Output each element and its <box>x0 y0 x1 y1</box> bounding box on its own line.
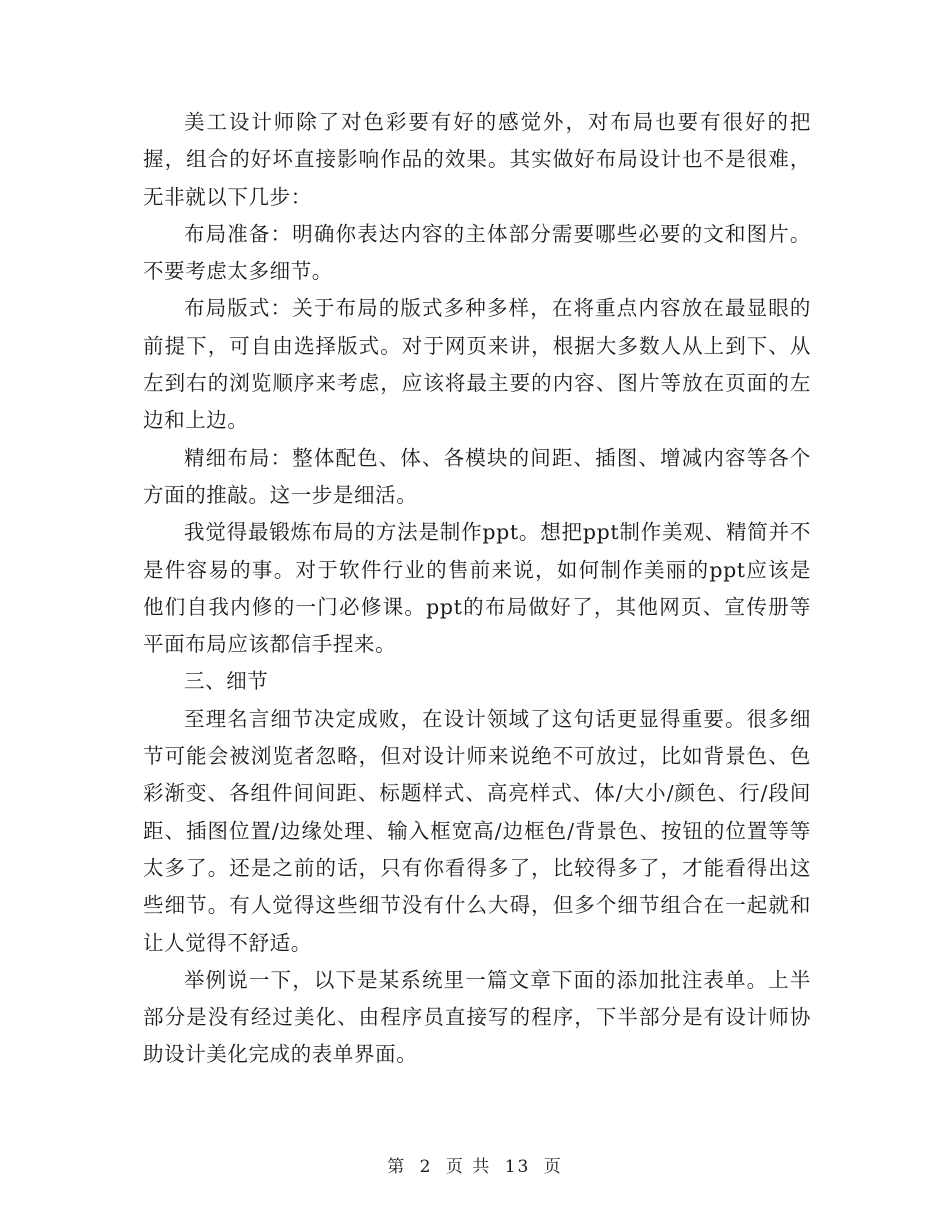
paragraph-details: 至理名言细节决定成败，在设计领域了这句话更显得重要。很多细节可能会被浏览者忽略，但对设计师来说绝不可放过，比如背景色、色彩渐变、各组件间间距、标题样式、高亮样式、体/大小/颜色、行/段间距、插图位置/边缘处理、输入框宽高/边框色/背景色、按钮的位置等等太多了。还是之前的话，只有你看得多了，比较得多了，才能看得出这些细节。有人觉得这些细节没有什么大碍，但多个细节组合在一起就和让人觉得不舒适。 <box>143 706 811 955</box>
paragraph-example: 举例说一下，以下是某系统里一篇文章下面的添加批注表单。上半部分是没有经过美化、由程序员直接写的程序，下半部分是有设计师协助设计美化完成的表单界面。 <box>143 967 811 1067</box>
section-heading-details: 三、细节 <box>184 669 269 694</box>
paragraph-ppt-practice: 我觉得最锻炼布局的方法是制作ppt。想把ppt制作美观、精简并不是件容易的事。对于软件行业的售前来说，如何制作美丽的ppt应该是他们自我内修的一门必修课。ppt的布局做好了，其他网页、宣传册等平面布局应该都信手捏来。 <box>143 520 811 657</box>
paragraph-intro: 美工设计师除了对色彩要有好的感觉外，对布局也要有很好的把握，组合的好坏直接影响作品的效果。其实做好布局设计也不是很难，无非就以下几步： <box>143 110 811 209</box>
page-footer <box>0 1152 950 1177</box>
footer-middle: 页 共 <box>445 1157 492 1177</box>
paragraph-layout-preparation: 布局准备：明确你表达内容的主体部分需要哪些必要的文和图片。不要考虑太多细节。 <box>143 221 811 284</box>
paragraph-fine-layout: 精细布局：整体配色、体、各模块的间距、插图、增减内容等各个方面的推敲。这一步是细活。 <box>143 445 811 507</box>
footer-suffix: 页 <box>543 1157 563 1177</box>
paragraph-layout-format: 布局版式：关于布局的版式多种多样，在将重点内容放在最显眼的前提下，可自由选择版式。对于网页来讲，根据大多数人从上到下、从左到右的浏览顺序来考虑，应该将最主要的内容、图片等放在页面的左边和上边。 <box>143 296 811 433</box>
footer-total-pages: 13 <box>504 1157 531 1177</box>
footer-current-page: 2 <box>419 1157 433 1177</box>
document-body <box>143 104 811 1074</box>
footer-prefix: 第 <box>387 1157 407 1177</box>
